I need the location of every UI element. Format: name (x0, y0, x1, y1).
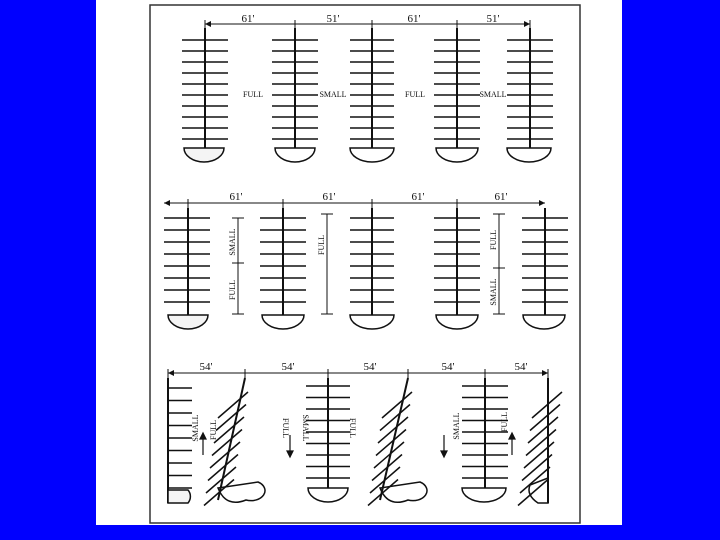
row3-label-6: SMALL (452, 412, 461, 440)
angled-stall-line (214, 417, 244, 443)
row2-label-4: FULL (489, 230, 498, 250)
angled-stall-line (370, 467, 400, 493)
row1-label-3: FULL (405, 90, 425, 99)
angled-stall-line (382, 392, 412, 418)
row2-dim-4: 61' (494, 191, 508, 203)
row2-label-5: SMALL (489, 278, 498, 306)
row2-label-3: FULL (317, 235, 326, 255)
angled-stall-line (380, 405, 410, 431)
row3-label-1: SMALL (191, 414, 200, 442)
row3-label-3: FULL (281, 418, 290, 438)
row2-dim-1: 61' (229, 191, 243, 203)
angled-stall-line (218, 392, 248, 418)
row3-label-5: FULL (348, 418, 357, 438)
row3-dim-5: 54' (514, 361, 528, 373)
angled-stall-line (372, 455, 402, 481)
row3-dim-1: 54' (199, 361, 213, 373)
row2-dim-2: 61' (322, 191, 336, 203)
parking-layout-diagram (96, 0, 622, 525)
row2-label-2: FULL (228, 280, 237, 300)
row3-layout (168, 369, 562, 506)
row1-dim-1: 61' (241, 13, 255, 25)
angled-stall-line (524, 442, 554, 468)
angled-stall-line (216, 405, 246, 431)
angled-stall-line (528, 417, 558, 443)
row1-label-2: SMALL (319, 90, 347, 99)
row3-dim-2: 54' (281, 361, 295, 373)
page-border (150, 5, 580, 523)
row1-label-4: SMALL (479, 90, 507, 99)
row2-layout (164, 199, 568, 329)
row3-label-4: SMALL (301, 414, 310, 442)
row3-label-7: FULL (500, 412, 509, 432)
row1-dim-3: 61' (407, 13, 421, 25)
row2-label-1: SMALL (228, 228, 237, 256)
row1-dim-4: 51' (486, 13, 500, 25)
row2-dim-3: 61' (411, 191, 425, 203)
row1-label-1: FULL (243, 90, 263, 99)
angled-stall-line (520, 467, 550, 493)
row1-dim-2: 51' (326, 13, 340, 25)
row3-dim-4: 54' (441, 361, 455, 373)
slide-sheet (96, 0, 622, 525)
row3-dim-3: 54' (363, 361, 377, 373)
row3-label-2: FULL (209, 420, 218, 440)
angled-stall-line (530, 405, 560, 431)
angled-stall-line (526, 430, 556, 456)
